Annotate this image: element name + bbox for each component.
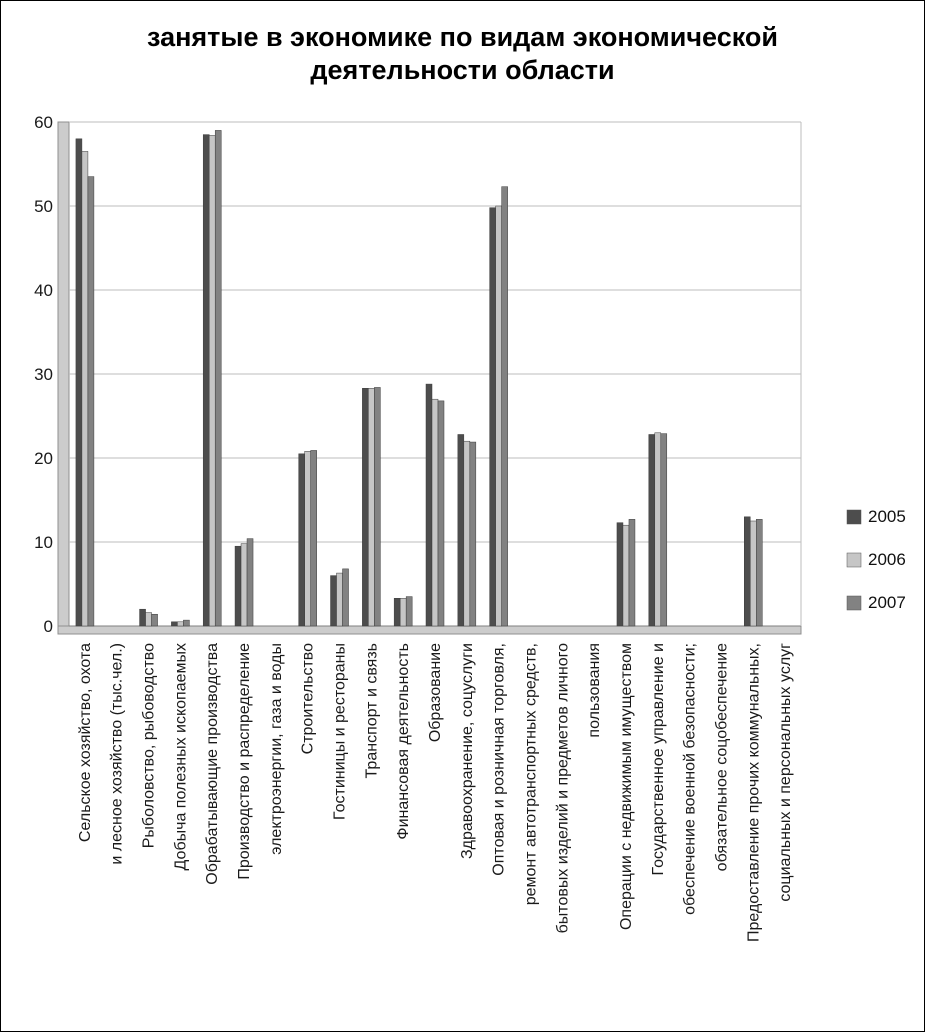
axis-floor: [58, 626, 801, 634]
y-tick-label: 50: [34, 197, 53, 216]
bar-2007: [88, 177, 94, 626]
bar-2007: [502, 187, 508, 626]
chart-title-line2: деятельности области: [310, 55, 615, 86]
bar-2007: [406, 597, 412, 626]
y-tick-label: 30: [34, 365, 53, 384]
bar-2005: [140, 609, 146, 626]
bar-2005: [299, 454, 305, 626]
x-axis-label: Образование: [427, 643, 444, 743]
x-axis-label: Обрабатывающие производства: [204, 643, 222, 885]
x-axis-label: обеспечение военной безопасности;: [681, 643, 699, 915]
bar-2007: [215, 130, 221, 626]
bar-2005: [490, 208, 496, 626]
x-axis-label: Гостиницы и рестораны: [331, 643, 349, 820]
bar-2006: [368, 388, 374, 626]
legend-label-2006: 2006: [868, 550, 906, 569]
x-axis-label: Рыболовство, рыбоводство: [140, 643, 158, 849]
x-axis-label: Транспорт и связь: [363, 643, 381, 779]
y-tick-label: 60: [34, 113, 53, 132]
x-axis-label: Добыча полезных ископаемых: [172, 643, 190, 871]
bar-2005: [76, 139, 82, 626]
axis-wall: [58, 122, 69, 634]
bar-2006: [209, 135, 215, 626]
legend-swatch-2007: [847, 596, 861, 610]
bar-2006: [337, 573, 343, 626]
bar-2005: [394, 598, 400, 626]
bar-2005: [744, 517, 750, 626]
bar-2006: [241, 544, 247, 626]
bar-2006: [146, 613, 152, 626]
bar-2007: [152, 614, 158, 626]
bar-2006: [400, 598, 406, 626]
bar-2005: [235, 546, 241, 626]
y-tick-label: 10: [34, 533, 53, 552]
bar-2005: [362, 388, 368, 626]
bar-2006: [464, 441, 470, 626]
bar-2007: [661, 434, 667, 626]
x-axis-label: ремонт автотранспортных средств,: [522, 643, 540, 906]
x-axis-label: Строительство: [299, 643, 317, 755]
x-axis-label: Здравоохранение, соцуслуги: [458, 643, 476, 859]
x-axis-label: электроэнергии, газа и воды: [267, 643, 285, 855]
x-axis-label: Производство и распределение: [236, 643, 254, 880]
x-axis-label: Операции с недвижимым имуществом: [617, 643, 635, 931]
y-tick-label: 20: [34, 449, 53, 468]
chart-title-line1: занятые в экономике по видам экономической: [147, 22, 778, 52]
chart-canvas: [1, 1, 924, 1031]
bar-2007: [374, 387, 380, 626]
bar-2007: [438, 401, 444, 626]
y-tick-label: 40: [34, 281, 53, 300]
bar-2006: [623, 525, 629, 626]
bar-2007: [183, 620, 189, 626]
x-axis-label: Сельское хозяйство, охота: [76, 643, 94, 843]
bar-2006: [655, 433, 661, 626]
x-axis-label: и лесное хозяйство (тыс.чел.): [108, 643, 126, 865]
bar-2007: [247, 539, 253, 626]
bar-2006: [177, 622, 183, 626]
y-tick-label: 0: [43, 617, 53, 636]
bar-2006: [82, 151, 88, 626]
bar-2005: [426, 384, 432, 626]
legend-swatch-2006: [847, 553, 861, 567]
bar-2005: [331, 576, 337, 626]
x-axis-label: Оптовая и розничная торговля,: [490, 643, 508, 876]
bar-2006: [496, 206, 502, 626]
legend-swatch-2005: [847, 510, 861, 524]
x-axis-label: бытовых изделий и предметов личного: [554, 643, 572, 934]
bar-2005: [171, 622, 177, 626]
bar-2006: [432, 399, 438, 626]
legend-label-2005: 2005: [868, 507, 906, 526]
bar-2007: [629, 519, 635, 626]
bar-2007: [311, 450, 317, 626]
bar-2007: [343, 569, 349, 626]
x-axis-label: социальных и персональных услуг: [777, 643, 795, 902]
bar-2005: [617, 523, 623, 626]
x-axis-label: Финансовая деятельность: [395, 643, 413, 840]
bar-2006: [750, 521, 756, 626]
bar-2006: [305, 451, 311, 626]
bar-2005: [649, 434, 655, 626]
x-axis-label: Государственное управление и: [649, 643, 667, 876]
x-axis-label: обязательное соцобеспечение: [713, 643, 731, 872]
x-axis-label: Предоставление прочих коммунальных,: [745, 643, 763, 942]
bar-2007: [470, 442, 476, 626]
bar-2005: [203, 135, 209, 626]
x-axis-label: пользования: [586, 643, 604, 738]
bar-2007: [756, 519, 762, 626]
bar-2005: [458, 434, 464, 626]
legend-label-2007: 2007: [868, 593, 906, 612]
